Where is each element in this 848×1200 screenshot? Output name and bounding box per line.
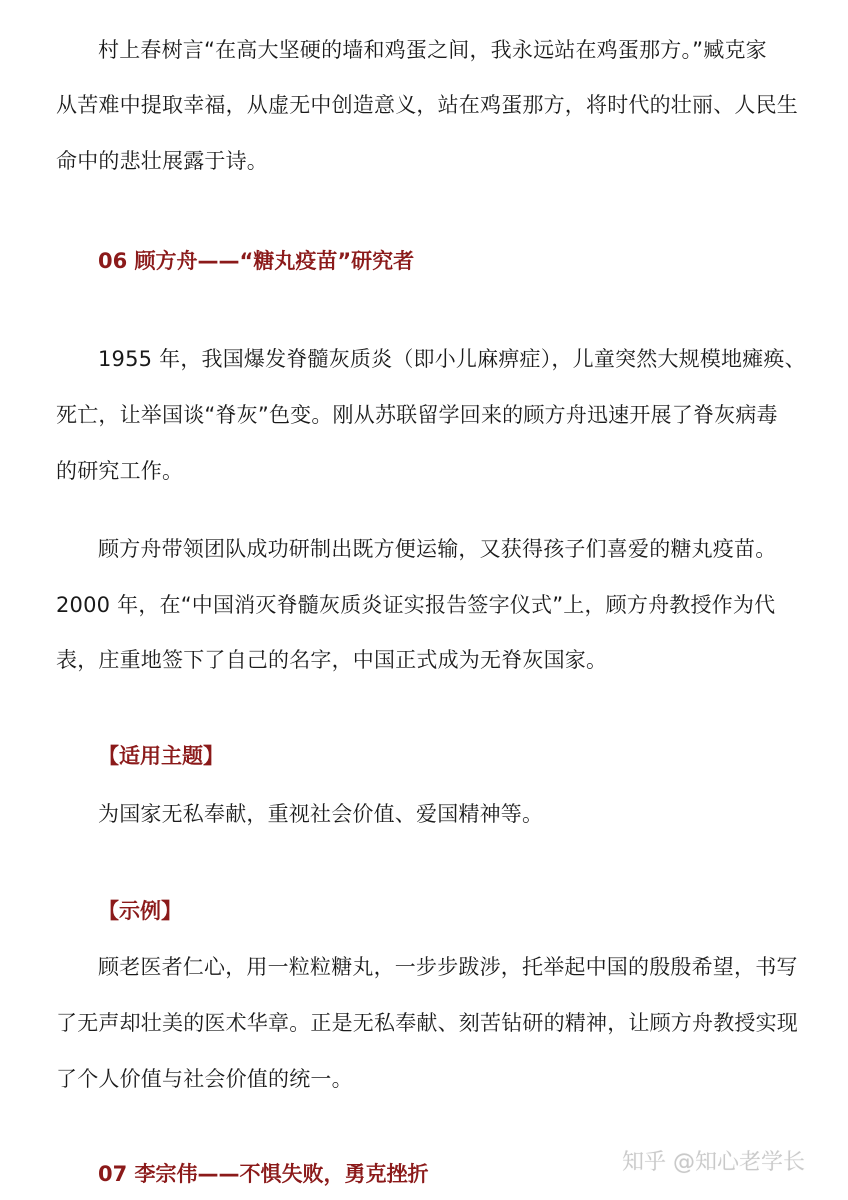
theme-text: 为国家无私奉献，重视社会价值、爱国精神等。	[98, 802, 544, 826]
text-line: 顾老医者仁心，用一粒粒糖丸，一步步跋涉，托举起中国的殷殷希望，书写	[98, 955, 798, 979]
text-line: 村上春树言“在高大坚硬的墙和鸡蛋之间，我永远站在鸡蛋那方。”臧克家	[98, 38, 767, 62]
text-line: 了无声却壮美的医术华章。正是无私奉献、刻苦钻研的精神，让顾方舟教授实现	[56, 1011, 798, 1035]
section-07-heading: 07 李宗伟——不惧失败，勇克挫折	[98, 1162, 429, 1186]
text-line: 从苦难中提取幸福，从虚无中创造意义，站在鸡蛋那方，将时代的壮丽、人民生	[56, 93, 798, 117]
text-line: 顾方舟带领团队成功研制出既方便运输，又获得孩子们喜爱的糖丸疫苗。	[98, 537, 777, 561]
section-06-heading: 06 顾方舟——“糖丸疫苗”研究者	[98, 249, 415, 273]
theme-label: 【适用主题】	[98, 744, 224, 768]
example-label: 【示例】	[98, 899, 182, 923]
text-line: 表，庄重地签下了自己的名字，中国正式成为无脊灰国家。	[56, 648, 608, 672]
text-line: 2000 年，在“中国消灭脊髓灰质炎证实报告签字仪式”上，顾方舟教授作为代	[56, 593, 776, 617]
text-line: 1955 年，我国爆发脊髓灰质炎（即小儿麻痹症），儿童突然大规模地瘫痪、	[98, 347, 806, 371]
text-line: 死亡，让举国谈“脊灰”色变。刚从苏联留学回来的顾方舟迅速开展了脊灰病毒	[56, 403, 778, 427]
text-line: 的研究工作。	[56, 459, 184, 483]
text-line: 命中的悲壮展露于诗。	[56, 149, 268, 173]
text-line: 了个人价值与社会价值的统一。	[56, 1067, 353, 1091]
zhihu-watermark: 知乎 @知心老学长	[622, 1150, 805, 1175]
